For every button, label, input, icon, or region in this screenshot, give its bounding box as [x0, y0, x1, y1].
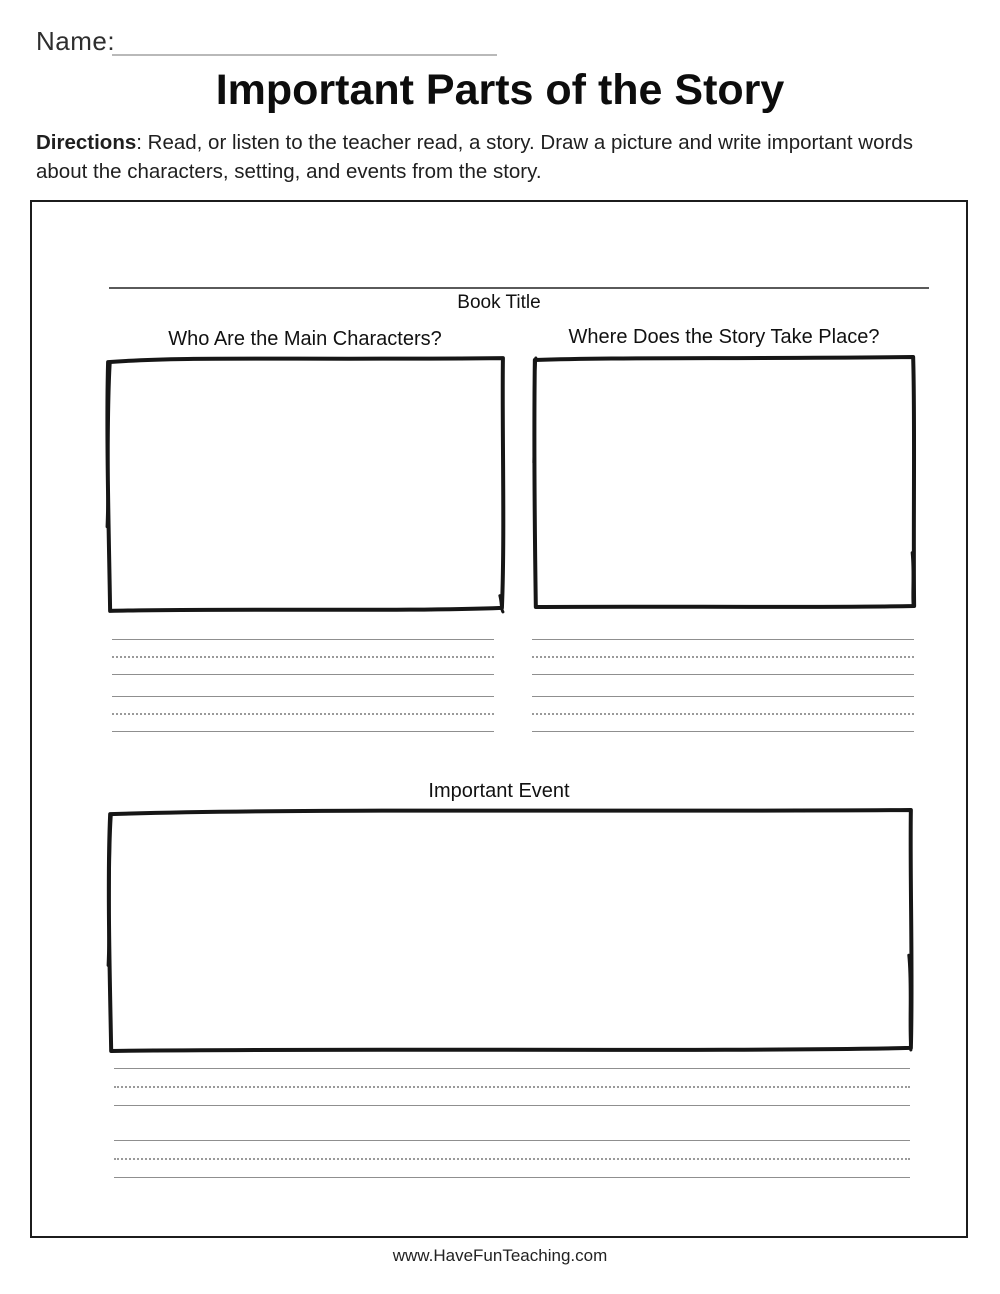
- worksheet-frame: [30, 200, 968, 1238]
- writing-line-dotted: [532, 656, 914, 658]
- event-writing-lines: [114, 1140, 910, 1195]
- characters-writing-lines: [112, 639, 494, 675]
- setting-label: Where Does the Story Take Place?: [568, 326, 880, 348]
- writing-line: [532, 731, 914, 732]
- sketch-rectangle-icon: [529, 352, 919, 613]
- writing-line-dotted: [112, 713, 494, 715]
- event-writing-lines: [114, 1068, 910, 1123]
- writing-line: [112, 696, 494, 697]
- directions-label: Directions: [36, 131, 137, 154]
- writing-line-dotted: [114, 1086, 910, 1088]
- name-blank-line: [112, 54, 497, 56]
- sketch-rectangle-icon: [102, 804, 918, 1056]
- writing-line: [532, 674, 914, 675]
- event-drawing-box: [102, 804, 918, 1056]
- writing-line: [114, 1105, 910, 1106]
- characters-label: Who Are the Main Characters?: [168, 328, 442, 350]
- directions-text: : Read, or listen to the teacher read, a story. Draw a picture and write important words about the characters, setting, and events from the story.: [36, 131, 913, 184]
- page-title: Important Parts of the Story: [215, 66, 785, 114]
- book-title-blank-line: [109, 287, 929, 289]
- writing-line-dotted: [112, 656, 494, 658]
- characters-drawing-box: [102, 352, 508, 616]
- writing-line: [112, 731, 494, 732]
- writing-line: [114, 1140, 910, 1141]
- sketch-rectangle-icon: [102, 352, 508, 616]
- characters-writing-lines: [112, 696, 494, 732]
- writing-line: [532, 696, 914, 697]
- setting-drawing-box: [529, 352, 919, 613]
- event-label: Important Event: [428, 780, 570, 802]
- writing-line-dotted: [114, 1158, 910, 1160]
- writing-line: [114, 1068, 910, 1069]
- footer-url: www.HaveFunTeaching.com: [392, 1246, 608, 1265]
- writing-line: [112, 639, 494, 640]
- name-label: Name:: [36, 26, 116, 56]
- name-row: [36, 26, 115, 57]
- writing-line: [532, 639, 914, 640]
- writing-line: [112, 674, 494, 675]
- directions: [36, 128, 968, 186]
- setting-writing-lines: [532, 696, 914, 732]
- book-title-label: Book Title: [457, 292, 541, 313]
- setting-writing-lines: [532, 639, 914, 675]
- writing-line: [114, 1177, 910, 1178]
- writing-line-dotted: [532, 713, 914, 715]
